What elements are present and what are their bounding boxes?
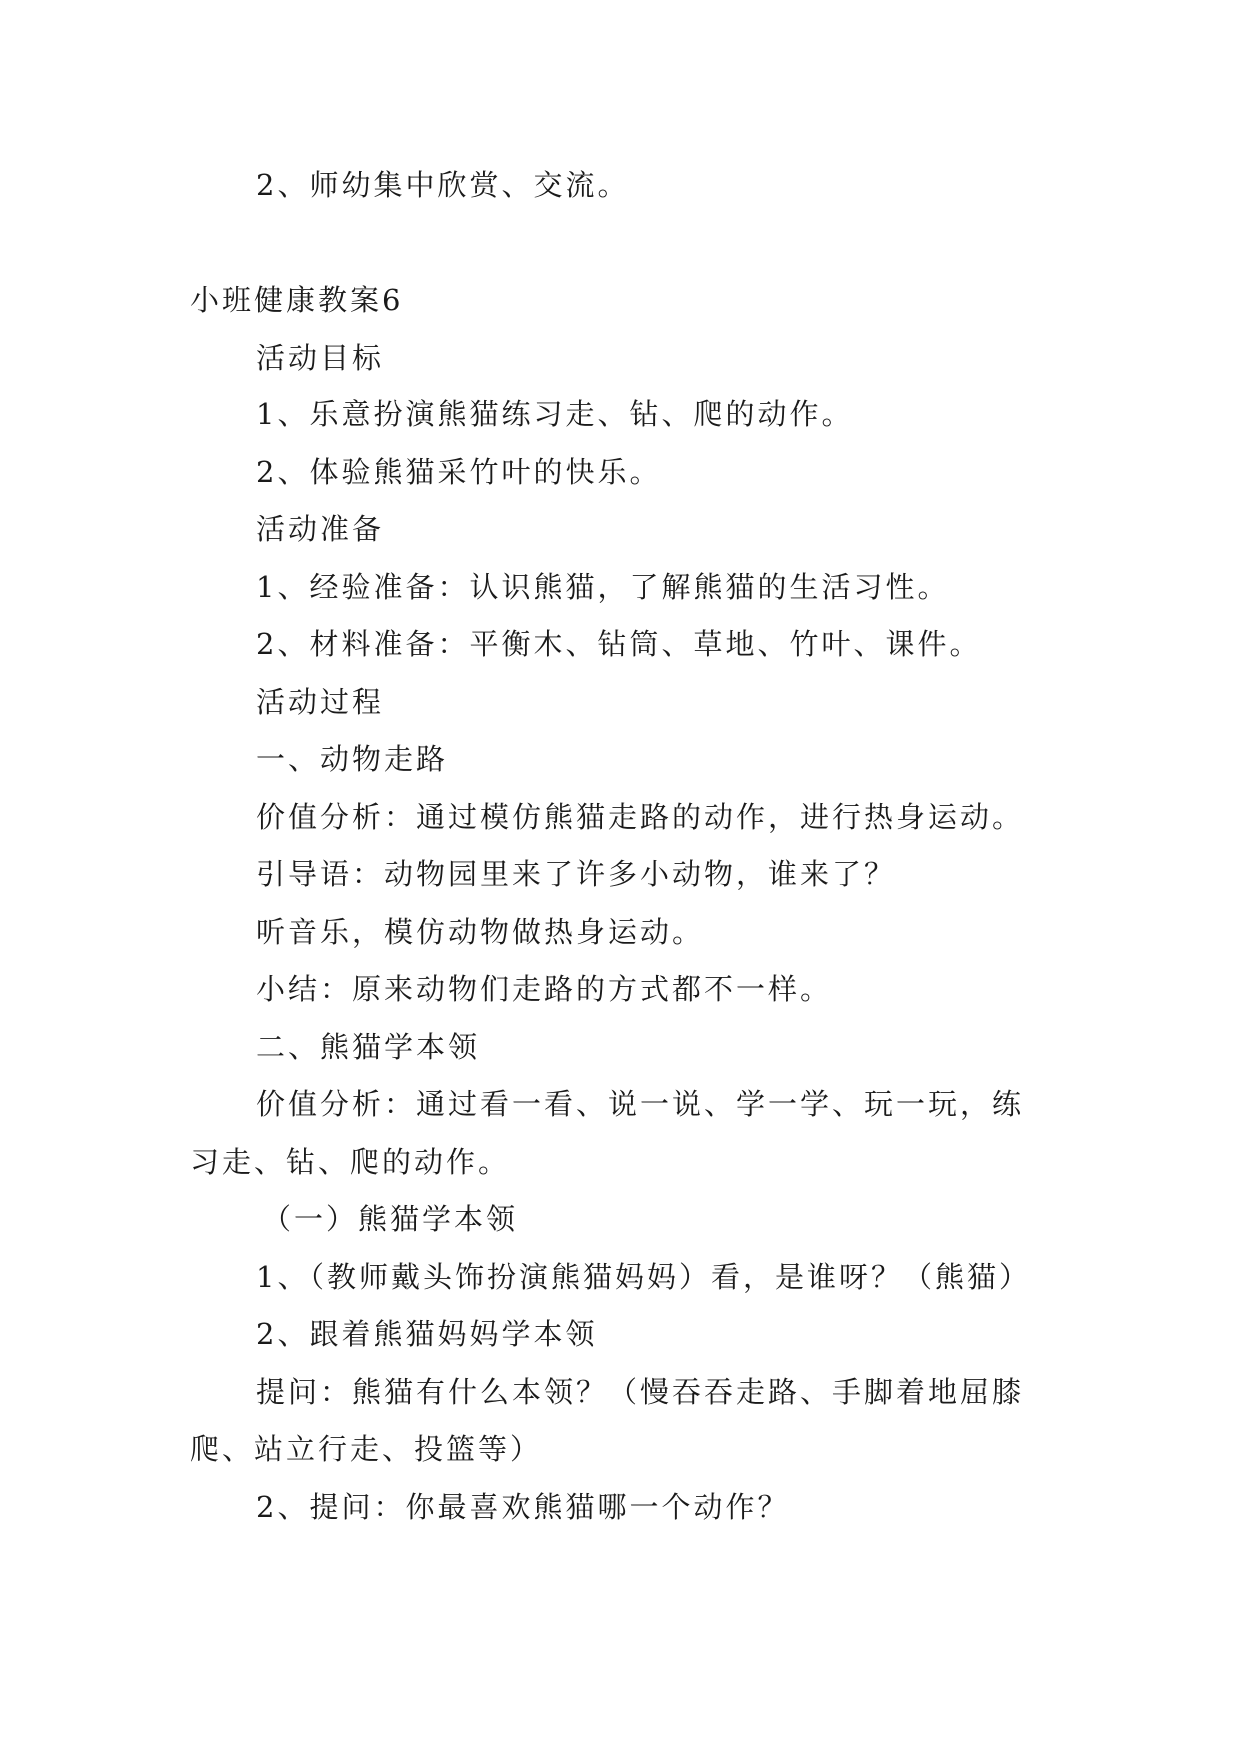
paragraph: 1、乐意扮演熊猫练习走、钻、爬的动作。 <box>256 397 854 431</box>
subheading: 二、熊猫学本领 <box>256 1030 481 1064</box>
paragraph: 引导语：动物园里来了许多小动物，谁来了？ <box>256 857 897 891</box>
subheading: 活动目标 <box>256 341 385 375</box>
subheading: 一、动物走路 <box>256 742 449 776</box>
paragraph: 小结：原来动物们走路的方式都不一样。 <box>256 972 833 1006</box>
paragraph: 1、经验准备：认识熊猫，了解熊猫的生活习性。 <box>256 570 950 604</box>
subheading: （一）熊猫学本领 <box>262 1202 519 1236</box>
subheading: 活动准备 <box>256 512 385 546</box>
section-title: 小班健康教案6 <box>190 283 404 317</box>
paragraph-continuation: 爬、站立行走、投篮等） <box>190 1432 543 1466</box>
paragraph: 1、（教师戴头饰扮演熊猫妈妈）看，是谁呀？（熊猫） <box>256 1260 1031 1294</box>
paragraph: 2、体验熊猫采竹叶的快乐。 <box>256 455 662 489</box>
paragraph: 2、跟着熊猫妈妈学本领 <box>256 1317 598 1351</box>
paragraph: 2、师幼集中欣赏、交流。 <box>256 168 630 202</box>
paragraph: 价值分析：通过模仿熊猫走路的动作，进行热身运动。 <box>256 800 1025 834</box>
paragraph-continuation: 习走、钻、爬的动作。 <box>190 1145 511 1179</box>
paragraph: 2、提问：你最喜欢熊猫哪一个动作？ <box>256 1490 790 1524</box>
paragraph: 听音乐，模仿动物做热身运动。 <box>256 915 705 949</box>
paragraph: 价值分析：通过看一看、说一说、学一学、玩一玩，练 <box>256 1087 1025 1121</box>
paragraph: 2、材料准备：平衡木、钻筒、草地、竹叶、课件。 <box>256 627 982 661</box>
subheading: 活动过程 <box>256 685 385 719</box>
paragraph: 提问：熊猫有什么本领？（慢吞吞走路、手脚着地屈膝 <box>256 1375 1025 1409</box>
